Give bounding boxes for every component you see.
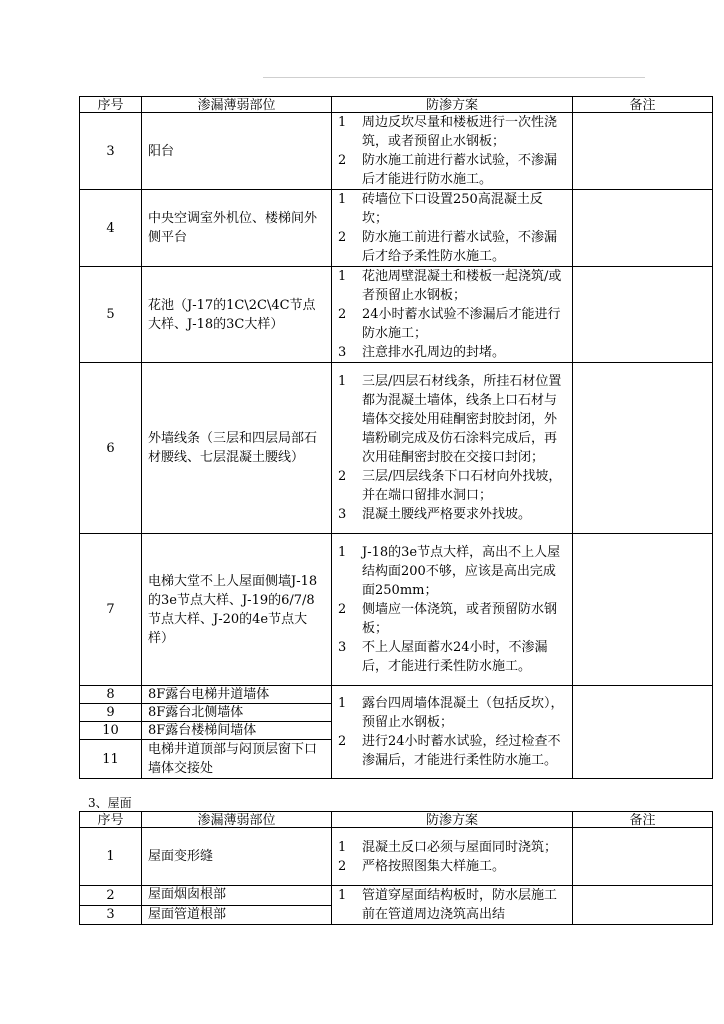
plan-num: 2 [338,469,347,484]
row-note [573,828,713,886]
leak-table-2 [79,811,713,925]
plan-item [338,600,566,638]
plan-num: 1 [338,696,347,711]
row-part: 外墙线条（三层和四层局部石材腰线、七层混凝土腰线） [142,363,332,534]
row-part: 屋面变形缝 [142,828,332,886]
plan-text: 露台四周墙体混凝土（包括反坎），预留止水钢板； [362,696,564,730]
plan-num: 1 [338,192,347,207]
plan-item [338,190,566,228]
row-part: 电梯井道顶部与闷顶层窗下口墙体交接处 [142,740,332,779]
row-seq: 3 [80,113,142,190]
table-row [80,190,713,267]
table-row [80,828,713,886]
plan-item [338,267,566,305]
plan-text: 管道穿屋面结构板时，防水层施工前在管道周边浇筑高出结 [362,888,558,922]
header-rule [263,77,645,78]
plan-text: 三层/四层线条下口石材向外找坡，并在端口留排水洞口； [362,469,562,503]
row-plan [332,828,573,886]
plan-item [338,838,566,857]
row-seq: 9 [80,704,142,722]
row-seq: 7 [80,534,142,686]
row-part: 屋面烟囱根部 [142,886,332,906]
row-plan [332,886,573,925]
header-part: 渗漏薄弱部位 [142,812,332,828]
plan-text: 混凝土反口必须与屋面同时浇筑； [362,839,558,855]
plan-item [338,151,566,189]
row-seq: 6 [80,363,142,534]
header-plan: 防渗方案 [332,97,573,113]
plan-item [338,638,566,676]
row-plan [332,190,573,267]
plan-text: 24小时蓄水试验不渗漏后才能进行防水施工； [362,307,561,341]
plan-item [338,886,566,924]
plan-num: 1 [338,374,347,389]
header-plan: 防渗方案 [332,812,573,828]
plan-text: 三层/四层石材线条，所挂石材位置都为混凝土墙体，线条上口石材与墙体交接处用硅酮密封胶封闭，外墙粉刷完成及仿石涂料完成后，再次用硅酮密封胶在交接口封闭； [362,374,562,465]
table-row [80,686,713,704]
plan-num: 2 [338,153,347,168]
row-note [573,686,713,779]
plan-item [338,113,566,151]
row-seq: 10 [80,722,142,740]
plan-num: 2 [338,307,347,322]
row-seq: 4 [80,190,142,267]
plan-text: 进行24小时蓄水试验，经过检查不渗漏后，才能进行柔性防水施工。 [362,734,561,768]
row-part: 8F露台电梯井道墙体 [142,686,332,704]
plan-num: 1 [338,115,347,130]
row-plan [332,363,573,534]
row-part: 花池（J-17的1C\2C\4C节点大样、J-18的3C大样） [142,267,332,363]
plan-text: 不上人屋面蓄水24小时，不渗漏后，才能进行柔性防水施工。 [362,640,548,674]
plan-num: 1 [338,888,347,903]
plan-text: 混凝土腰线严格要求外找坡。 [362,507,532,522]
plan-item [338,467,566,505]
plan-num: 3 [338,345,347,360]
header-seq: 序号 [80,812,142,828]
row-seq: 8 [80,686,142,704]
plan-item [338,372,566,467]
row-part: 电梯大堂不上人屋面侧墙J-18的3e节点大样、J-19的6/7/8节点大样、J-20的4e节点大样） [142,534,332,686]
table-header-row [80,97,713,113]
plan-item [338,694,566,732]
plan-num: 3 [338,640,347,655]
row-note [573,113,713,190]
leak-table-1 [79,96,713,779]
plan-text: 防水施工前进行蓄水试验，不渗漏后才给予柔性防水施工。 [362,230,558,264]
section-title: 3、屋面 [88,796,132,810]
row-part: 阳台 [142,113,332,190]
plan-num: 1 [338,545,347,560]
row-part: 屋面管道根部 [142,905,332,925]
plan-text: J-18的3e节点大样，高出不上人屋结构面200不够，应该是高出完成面250mm； [362,545,561,598]
plan-num: 1 [338,269,347,284]
table-row [80,886,713,906]
table-row [80,113,713,190]
plan-text: 砖墙位下口设置250高混凝土反坎； [362,192,543,226]
header-note: 备注 [573,97,713,113]
plan-text: 侧墙应一体浇筑，或者预留防水钢板； [362,602,558,636]
row-seq: 5 [80,267,142,363]
table-row [80,267,713,363]
plan-item [338,305,566,343]
row-plan [332,686,573,779]
row-seq: 3 [80,905,142,925]
plan-item [338,228,566,266]
row-part: 8F露台楼梯间墙体 [142,722,332,740]
plan-text: 周边反坎尽量和楼板进行一次性浇筑，或者预留止水钢板； [362,115,558,149]
row-note [573,267,713,363]
table-header-row [80,812,713,828]
row-plan [332,113,573,190]
row-seq: 11 [80,740,142,779]
header-seq: 序号 [80,97,142,113]
plan-text: 花池周壁混凝土和楼板一起浇筑/或者预留止水钢板； [362,269,562,303]
row-seq: 1 [80,828,142,886]
plan-item [338,857,566,876]
row-plan [332,534,573,686]
plan-item [338,543,566,600]
row-seq: 2 [80,886,142,906]
plan-num: 2 [338,230,347,245]
plan-item [338,732,566,770]
row-plan [332,267,573,363]
header-note: 备注 [573,812,713,828]
header-part: 渗漏薄弱部位 [142,97,332,113]
plan-item [338,343,566,362]
row-note [573,363,713,534]
table-row [80,363,713,534]
plan-num: 2 [338,858,347,874]
plan-num: 1 [338,839,347,855]
row-note [573,190,713,267]
row-note [573,886,713,925]
plan-text: 防水施工前进行蓄水试验，不渗漏后才能进行防水施工。 [362,153,558,187]
plan-item [338,505,566,524]
plan-text: 严格按照图集大样施工。 [362,858,506,874]
row-part: 8F露台北侧墙体 [142,704,332,722]
table-row [80,534,713,686]
plan-num: 3 [338,507,347,522]
row-part: 中央空调室外机位、楼梯间外侧平台 [142,190,332,267]
row-note [573,534,713,686]
plan-num: 2 [338,602,347,617]
plan-num: 2 [338,734,347,749]
plan-text: 注意排水孔周边的封堵。 [362,345,506,360]
